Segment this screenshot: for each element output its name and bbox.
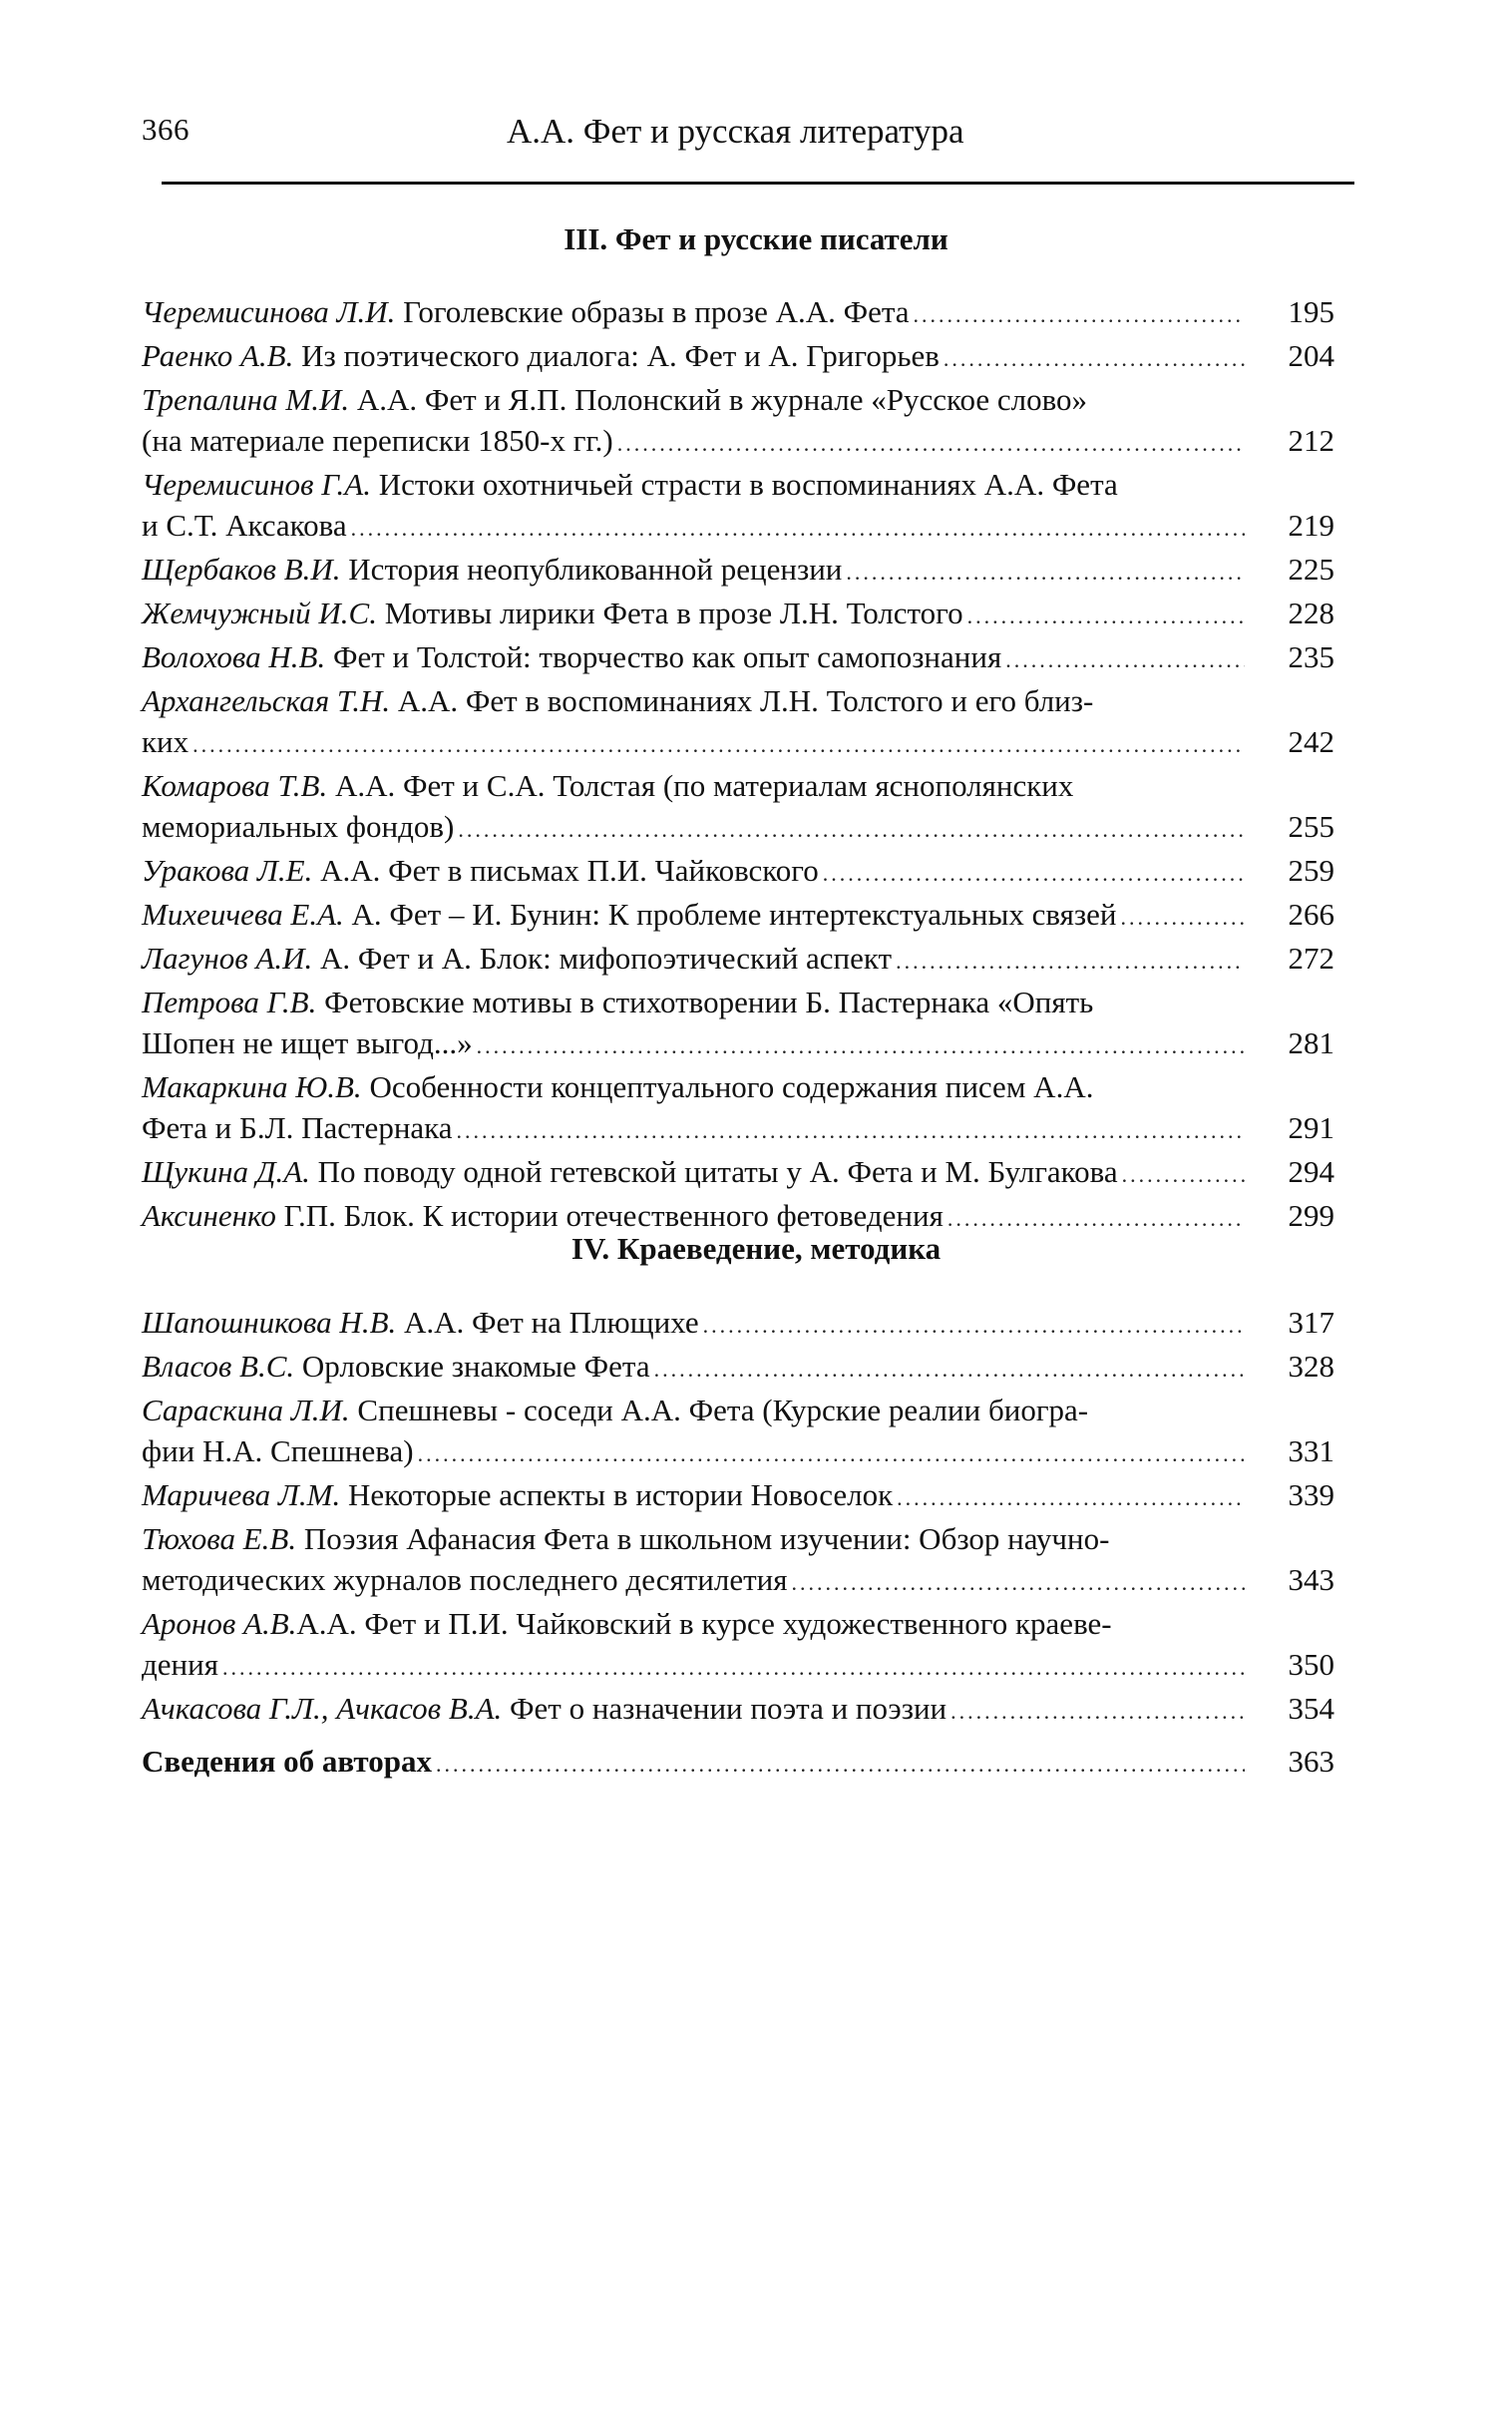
leader-dots [1005,639,1245,680]
entry-text [142,335,940,376]
entry-author: Тюхова Е.В. [142,1521,297,1556]
toc-entry-line [142,1151,1334,1195]
entry-text [142,765,1073,806]
entry-text [142,1066,1093,1107]
leader-dots [914,294,1245,335]
page-ref: 331 [1288,1433,1334,1468]
page-ref: 339 [1288,1477,1334,1512]
entry-text [142,1151,1118,1192]
entry-text [142,1559,788,1600]
entry-title: Орловские знакомые Фета [294,1349,650,1384]
entry-title: Некоторые аспекты в истории Новоселок [340,1477,894,1512]
entry-text [142,291,910,332]
toc-entry-authors-info[interactable] [142,1741,1334,1785]
leader-dots [418,1433,1245,1474]
toc-entry-line [142,1107,1334,1151]
entry-text [142,636,1001,677]
toc-section-3 [142,291,1334,1239]
entry-text [142,420,613,461]
entry-title: А.А. Фет и П.И. Чайковский в курсе художественного краеве- [296,1606,1112,1641]
toc-entry-line [142,593,1334,636]
entry-text [142,1603,1112,1644]
entry-title: (на материале переписки 1850-х гг.) [142,423,613,458]
entry-author: Черемисинов Г.А. [142,467,371,502]
entry-author: Аксиненко [142,1198,276,1233]
entry-author: Щербаков В.И. [142,552,341,587]
toc-entry[interactable] [142,1390,1334,1474]
leader-dots [823,853,1245,894]
leader-dots [351,508,1245,549]
toc-entry[interactable] [142,549,1334,593]
entry-title: А. Фет – И. Бунин: К проблеме интертекстуальных связей [343,897,1117,932]
entry-text [142,1644,218,1685]
toc-entry-line [142,721,1334,765]
toc-entry[interactable] [142,1474,1334,1518]
entry-title: Г.П. Блок. К истории отечественного фетоведения [275,1198,944,1233]
entry-title: Из поэтического диалога: А. Фет и А. Григорьев [293,338,940,373]
page-number: 366 [142,112,189,147]
entry-author: Жемчужный И.С. [142,596,377,630]
toc-entry[interactable] [142,335,1334,379]
toc-entry-line [142,1022,1334,1066]
entry-author: Уракова Л.Е. [142,853,313,888]
entry-title: Гоголевские образы в прозе А.А. Фета [395,294,910,329]
entry-text [142,1302,699,1343]
page-ref: 343 [1288,1562,1334,1597]
page-ref: 235 [1288,639,1334,674]
entry-author: Маричева Л.М. [142,1477,341,1512]
entry-title: А. Фет и А. Блок: мифопоэтический аспект [312,941,893,976]
toc-entry-line [142,1302,1334,1346]
toc-entry-line [142,806,1334,850]
page-ref: 291 [1288,1110,1334,1145]
entry-title: Фет и Толстой: творчество как опыт самопознания [325,639,1002,674]
leader-dots [458,809,1245,850]
toc-entry[interactable] [142,982,1334,1066]
toc-section-4 [142,1302,1334,1732]
entry-author: Шапошникова Н.В. [142,1305,397,1340]
toc-entry-line [142,1559,1334,1603]
toc-entry[interactable] [142,850,1334,894]
entry-text [142,1390,1088,1430]
entry-author: Комарова Т.В. [142,768,328,803]
entry-title: и С.Т. Аксакова [142,508,347,543]
leader-dots [944,338,1245,379]
entry-title: Поэзия Афанасия Фета в школьном изучении: Обзор научно- [296,1521,1110,1556]
leader-dots [703,1305,1245,1346]
entry-text [142,1474,893,1515]
page-ref: 219 [1288,508,1334,543]
entry-title: А.А. Фет на Плющихе [396,1305,699,1340]
toc-entry-line [142,505,1334,549]
page-ref: 212 [1288,423,1334,458]
leader-dots [846,552,1245,593]
leader-dots [436,1744,1245,1785]
toc-entry[interactable] [142,379,1334,464]
page-ref: 259 [1288,853,1334,888]
entry-title: Фет о назначении поэта и поэзии [502,1691,947,1726]
leader-dots [192,724,1245,765]
page-ref: 328 [1288,1349,1334,1384]
entry-title: мемориальных фондов) [142,809,455,844]
entry-text [142,1107,453,1148]
toc-entry-line [142,464,1334,505]
header-rule [162,182,1354,185]
toc-entry[interactable] [142,1066,1334,1151]
entry-title: дения [142,1647,218,1682]
entry-author: Петрова Г.В. [142,985,317,1019]
entry-text [142,464,1118,505]
page-ref: 281 [1288,1025,1334,1060]
entry-title: Спешневы - соседи А.А. Фета (Курские реалии биогра- [349,1393,1089,1427]
toc-entry[interactable] [142,765,1334,850]
page-ref: 204 [1288,338,1334,373]
entry-author: Макаркина Ю.В. [142,1069,362,1104]
leader-dots [1122,1154,1245,1195]
entry-text [142,850,819,891]
entry-text [142,894,1116,935]
entry-author: Аронов А.В. [142,1606,297,1641]
entry-text [142,379,1087,420]
running-head [0,112,1512,162]
toc-entry-line [142,1066,1334,1107]
leader-dots [967,596,1245,636]
leader-dots [1120,897,1245,938]
entry-title: А.А. Фет и Я.П. Полонский в журнале «Русское слово» [349,382,1088,417]
leader-dots [950,1691,1245,1732]
page-ref: 242 [1288,724,1334,759]
toc-entry-line [142,680,1334,721]
page-ref: 317 [1288,1305,1334,1340]
entry-author: Щукина Д.А. [142,1154,310,1189]
page-ref: 272 [1288,941,1334,976]
toc-entry[interactable] [142,636,1334,680]
toc-entry-line [142,1474,1334,1518]
entry-title: История неопубликованной рецензии [340,552,843,587]
toc-entry-line [142,850,1334,894]
toc-entry-line [142,982,1334,1022]
leader-dots [897,1477,1245,1518]
entry-text [142,806,454,847]
page-ref: 195 [1288,294,1334,329]
toc-entry[interactable] [142,1518,1334,1603]
leader-dots [477,1025,1245,1066]
toc-authors-info [142,1741,1334,1785]
entry-text [142,1518,1109,1559]
page-ref: 225 [1288,552,1334,587]
toc-entry-line [142,549,1334,593]
entry-text [142,1022,473,1063]
entry-title: А.А. Фет и С.А. Толстая (по материалам яснополянских [327,768,1074,803]
entry-text [142,1430,414,1471]
entry-author: Раенко А.В. [142,338,294,373]
entry-title: А.А. Фет в воспоминаниях Л.Н. Толстого и его близ- [390,683,1094,718]
leader-dots [222,1647,1245,1688]
toc-entry-line [142,1688,1334,1732]
toc-entry-line [142,379,1334,420]
toc-entry[interactable] [142,1302,1334,1346]
leader-dots [617,423,1245,464]
entry-title: Особенности концептуального содержания писем А.А. [361,1069,1094,1104]
section-title-3: III. Фет и русские писатели [564,221,948,256]
page-ref: 299 [1288,1198,1334,1233]
entry-title: методических журналов последнего десятилетия [142,1562,788,1597]
entry-text [142,938,892,979]
entry-title: Мотивы лирики Фета в прозе Л.Н. Толстого [376,596,963,630]
entry-author: Сараскина Л.И. [142,1393,350,1427]
page-ref: 266 [1288,897,1334,932]
toc-entry-line [142,938,1334,982]
entry-author: Трепалина М.И. [142,382,350,417]
leader-dots [896,941,1245,982]
toc-entry[interactable] [142,593,1334,636]
entry-author: Власов В.С. [142,1349,295,1384]
leader-dots [654,1349,1245,1390]
entry-title: фии Н.А. Спешнева) [142,1433,414,1468]
toc-entry-line [142,291,1334,335]
section-title-4: IV. Краеведение, методика [570,1231,942,1266]
toc-entry-line [142,1390,1334,1430]
toc-entry-line [142,1430,1334,1474]
entry-title: ких [142,724,189,759]
entry-title: Шопен не ищет выгод...» [142,1025,473,1060]
entry-author: Лагунов А.И. [142,941,313,976]
toc-entry[interactable] [142,894,1334,938]
entry-author: Архангельская Т.Н. [142,683,391,718]
toc-entry-line [142,636,1334,680]
entry-author: Черемисинова Л.И. [142,294,396,329]
page-ref: 354 [1288,1691,1334,1726]
entry-title: А.А. Фет в письмах П.И. Чайковского [312,853,819,888]
page-ref: 350 [1288,1647,1334,1682]
toc-entry[interactable] [142,938,1334,982]
entry-text [142,549,842,590]
toc-entry[interactable] [142,1151,1334,1195]
entry-text [142,982,1093,1022]
entry-title: По поводу одной гетевской цитаты у А. Фета и М. Булгакова [309,1154,1118,1189]
entry-title: Фетовские мотивы в стихотворении Б. Пастернака «Опять [316,985,1094,1019]
toc-entry[interactable] [142,464,1334,549]
toc-entry[interactable] [142,1688,1334,1732]
entry-author: Михеичева Е.А. [142,897,344,932]
toc-entry[interactable] [142,1603,1334,1688]
toc-entry[interactable] [142,291,1334,335]
book-title: А.А. Фет и русская литература [507,112,964,151]
entry-title: Фета и Б.Л. Пастернака [142,1110,453,1145]
toc-entry-line [142,1644,1334,1688]
toc-entry-line [142,1518,1334,1559]
page-ref: 228 [1288,596,1334,630]
toc-entry-line [142,894,1334,938]
authors-info-label: Сведения об авторах [142,1744,432,1779]
toc-entry[interactable] [142,680,1334,765]
toc-entry[interactable] [142,1346,1334,1390]
entry-text [142,593,963,633]
entry-text [142,721,189,762]
entry-text [142,505,347,546]
entry-text [142,680,1093,721]
entry-text [142,1195,944,1236]
page-ref: 363 [1288,1744,1334,1779]
leader-dots [792,1562,1245,1603]
leader-dots [457,1110,1245,1151]
toc-entry-line [142,765,1334,806]
toc-entry-line [142,420,1334,464]
entry-text [142,1688,946,1729]
entry-author: Ачкасова Г.Л., Ачкасов В.А. [142,1691,503,1726]
entry-title: Истоки охотничьей страсти в воспоминаниях А.А. Фета [370,467,1118,502]
toc-entry-line [142,1603,1334,1644]
toc-entry-line [142,335,1334,379]
toc-entry-line [142,1346,1334,1390]
entry-author: Волохова Н.В. [142,639,326,674]
page-ref: 255 [1288,809,1334,844]
entry-text [142,1346,650,1387]
page-ref: 294 [1288,1154,1334,1189]
